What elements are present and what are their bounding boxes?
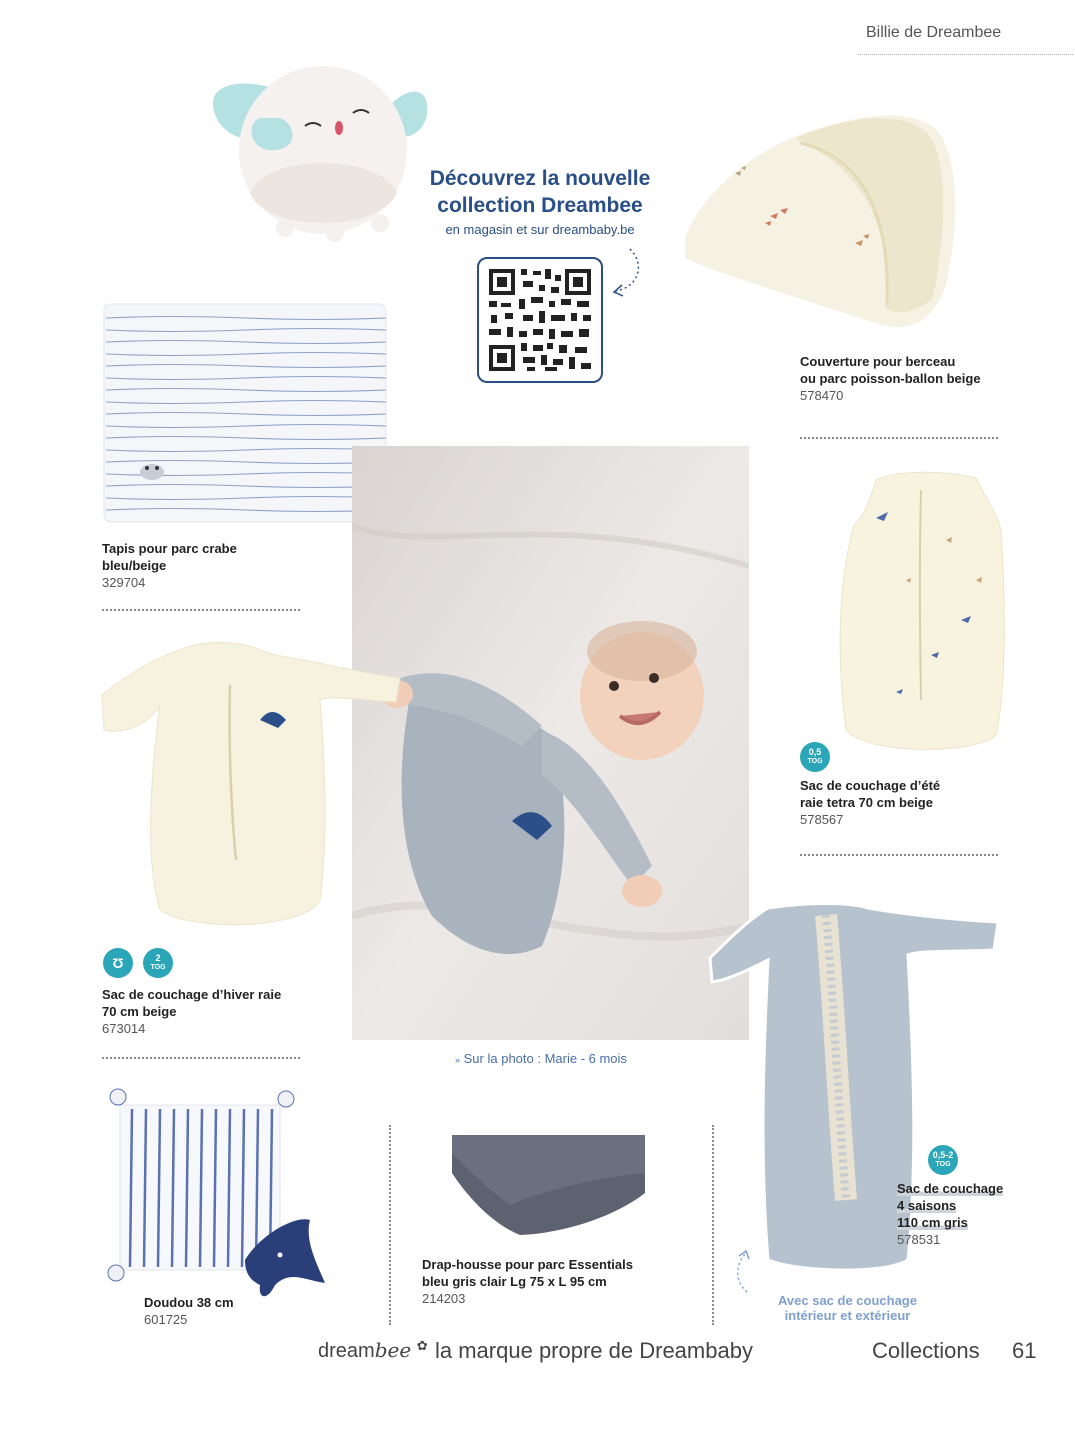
brand-part-b: bee bbox=[374, 1338, 412, 1362]
product-name: 4 saisons bbox=[897, 1198, 957, 1213]
washable-icon: Ʊ bbox=[103, 948, 133, 978]
caption-text: Sur la photo : Marie - 6 mois bbox=[463, 1051, 627, 1066]
doudou-image bbox=[100, 1085, 330, 1310]
product-name: Sac de couchage d’été bbox=[800, 778, 941, 793]
qr-code-icon bbox=[479, 259, 601, 381]
tog-label: TOG bbox=[150, 964, 166, 971]
product-code: 578567 bbox=[800, 812, 844, 827]
qr-code[interactable] bbox=[477, 257, 603, 383]
playmat-image bbox=[102, 302, 388, 524]
product-doudou bbox=[144, 1294, 234, 1328]
product-name: Doudou 38 cm bbox=[144, 1295, 234, 1310]
note-line2: intérieur et extérieur bbox=[784, 1308, 911, 1323]
baby-photo bbox=[352, 446, 749, 1040]
product-name: 70 cm beige bbox=[102, 1004, 177, 1019]
footer-section: Collections bbox=[872, 1338, 980, 1363]
product-name: Sac de couchage bbox=[897, 1181, 1004, 1196]
divider bbox=[800, 854, 998, 856]
tog-badge bbox=[143, 948, 173, 978]
divider bbox=[102, 1057, 300, 1059]
header-title: Billie de Dreambee bbox=[866, 24, 1002, 41]
feature-note bbox=[745, 1293, 950, 1323]
product-code: 329704 bbox=[102, 575, 146, 590]
footer-brand-logo bbox=[318, 1338, 428, 1363]
blanket-image bbox=[675, 98, 965, 333]
product-couverture bbox=[800, 353, 981, 404]
note-line1: Avec sac de couchage bbox=[778, 1293, 917, 1308]
brand-part-a: dream bbox=[318, 1340, 375, 1362]
footer-tagline: la marque propre de Dreambaby bbox=[435, 1338, 753, 1363]
vertical-divider bbox=[712, 1125, 714, 1325]
promo-title bbox=[400, 165, 680, 219]
tog-label: TOG bbox=[807, 758, 823, 765]
product-code: 578470 bbox=[800, 388, 844, 403]
product-code: 601725 bbox=[144, 1312, 188, 1327]
product-name: Drap-housse pour parc Essentials bbox=[422, 1257, 633, 1272]
curved-arrow-icon bbox=[608, 245, 648, 300]
page-number: 61 bbox=[1012, 1338, 1037, 1363]
product-name: Couverture pour berceau bbox=[800, 354, 956, 369]
product-sac-4saisons bbox=[897, 1180, 1003, 1248]
divider bbox=[800, 437, 998, 439]
product-name: ou parc poisson-ballon beige bbox=[800, 371, 981, 386]
sparkle-icon: » bbox=[455, 1055, 461, 1065]
product-drap bbox=[422, 1256, 633, 1307]
tog-badge bbox=[928, 1145, 958, 1175]
curved-arrow-icon bbox=[733, 1248, 763, 1296]
product-name: Tapis pour parc crabe bbox=[102, 541, 237, 556]
product-name: Sac de couchage d’hiver raie bbox=[102, 987, 282, 1002]
photo-caption bbox=[455, 1051, 627, 1066]
promo-title-line1: Découvrez la nouvelle bbox=[429, 167, 651, 190]
tog-value: 2 bbox=[155, 953, 161, 963]
product-code: 578531 bbox=[897, 1232, 941, 1247]
tog-value: 0,5 bbox=[808, 747, 822, 757]
pufferfish-illustration bbox=[205, 58, 435, 248]
header-divider bbox=[858, 54, 1073, 55]
product-sac-hiver bbox=[102, 986, 281, 1037]
promo-subtitle: en magasin et sur dreambaby.be bbox=[445, 222, 635, 237]
fitted-sheet-image bbox=[450, 1133, 650, 1238]
product-tapis bbox=[102, 540, 237, 591]
product-name: 110 cm gris bbox=[897, 1215, 968, 1230]
product-name: bleu gris clair Lg 75 x L 95 cm bbox=[422, 1274, 607, 1289]
product-sac-ete bbox=[800, 777, 940, 828]
divider bbox=[102, 609, 300, 611]
product-name: raie tetra 70 cm beige bbox=[800, 795, 933, 810]
winter-sleeping-bag-image bbox=[100, 640, 405, 935]
product-code: 214203 bbox=[422, 1291, 466, 1306]
product-code: 673014 bbox=[102, 1021, 146, 1036]
promo-title-line2: collection Dreambee bbox=[437, 194, 643, 217]
bee-icon: ✿ bbox=[416, 1338, 428, 1353]
tog-label: TOG bbox=[935, 1161, 951, 1168]
vertical-divider bbox=[389, 1125, 391, 1325]
tog-badge bbox=[800, 742, 830, 772]
summer-sleeping-bag-image bbox=[836, 470, 1026, 760]
tog-value: 0,5-2 bbox=[932, 1150, 954, 1160]
product-name: bleu/beige bbox=[102, 558, 167, 573]
